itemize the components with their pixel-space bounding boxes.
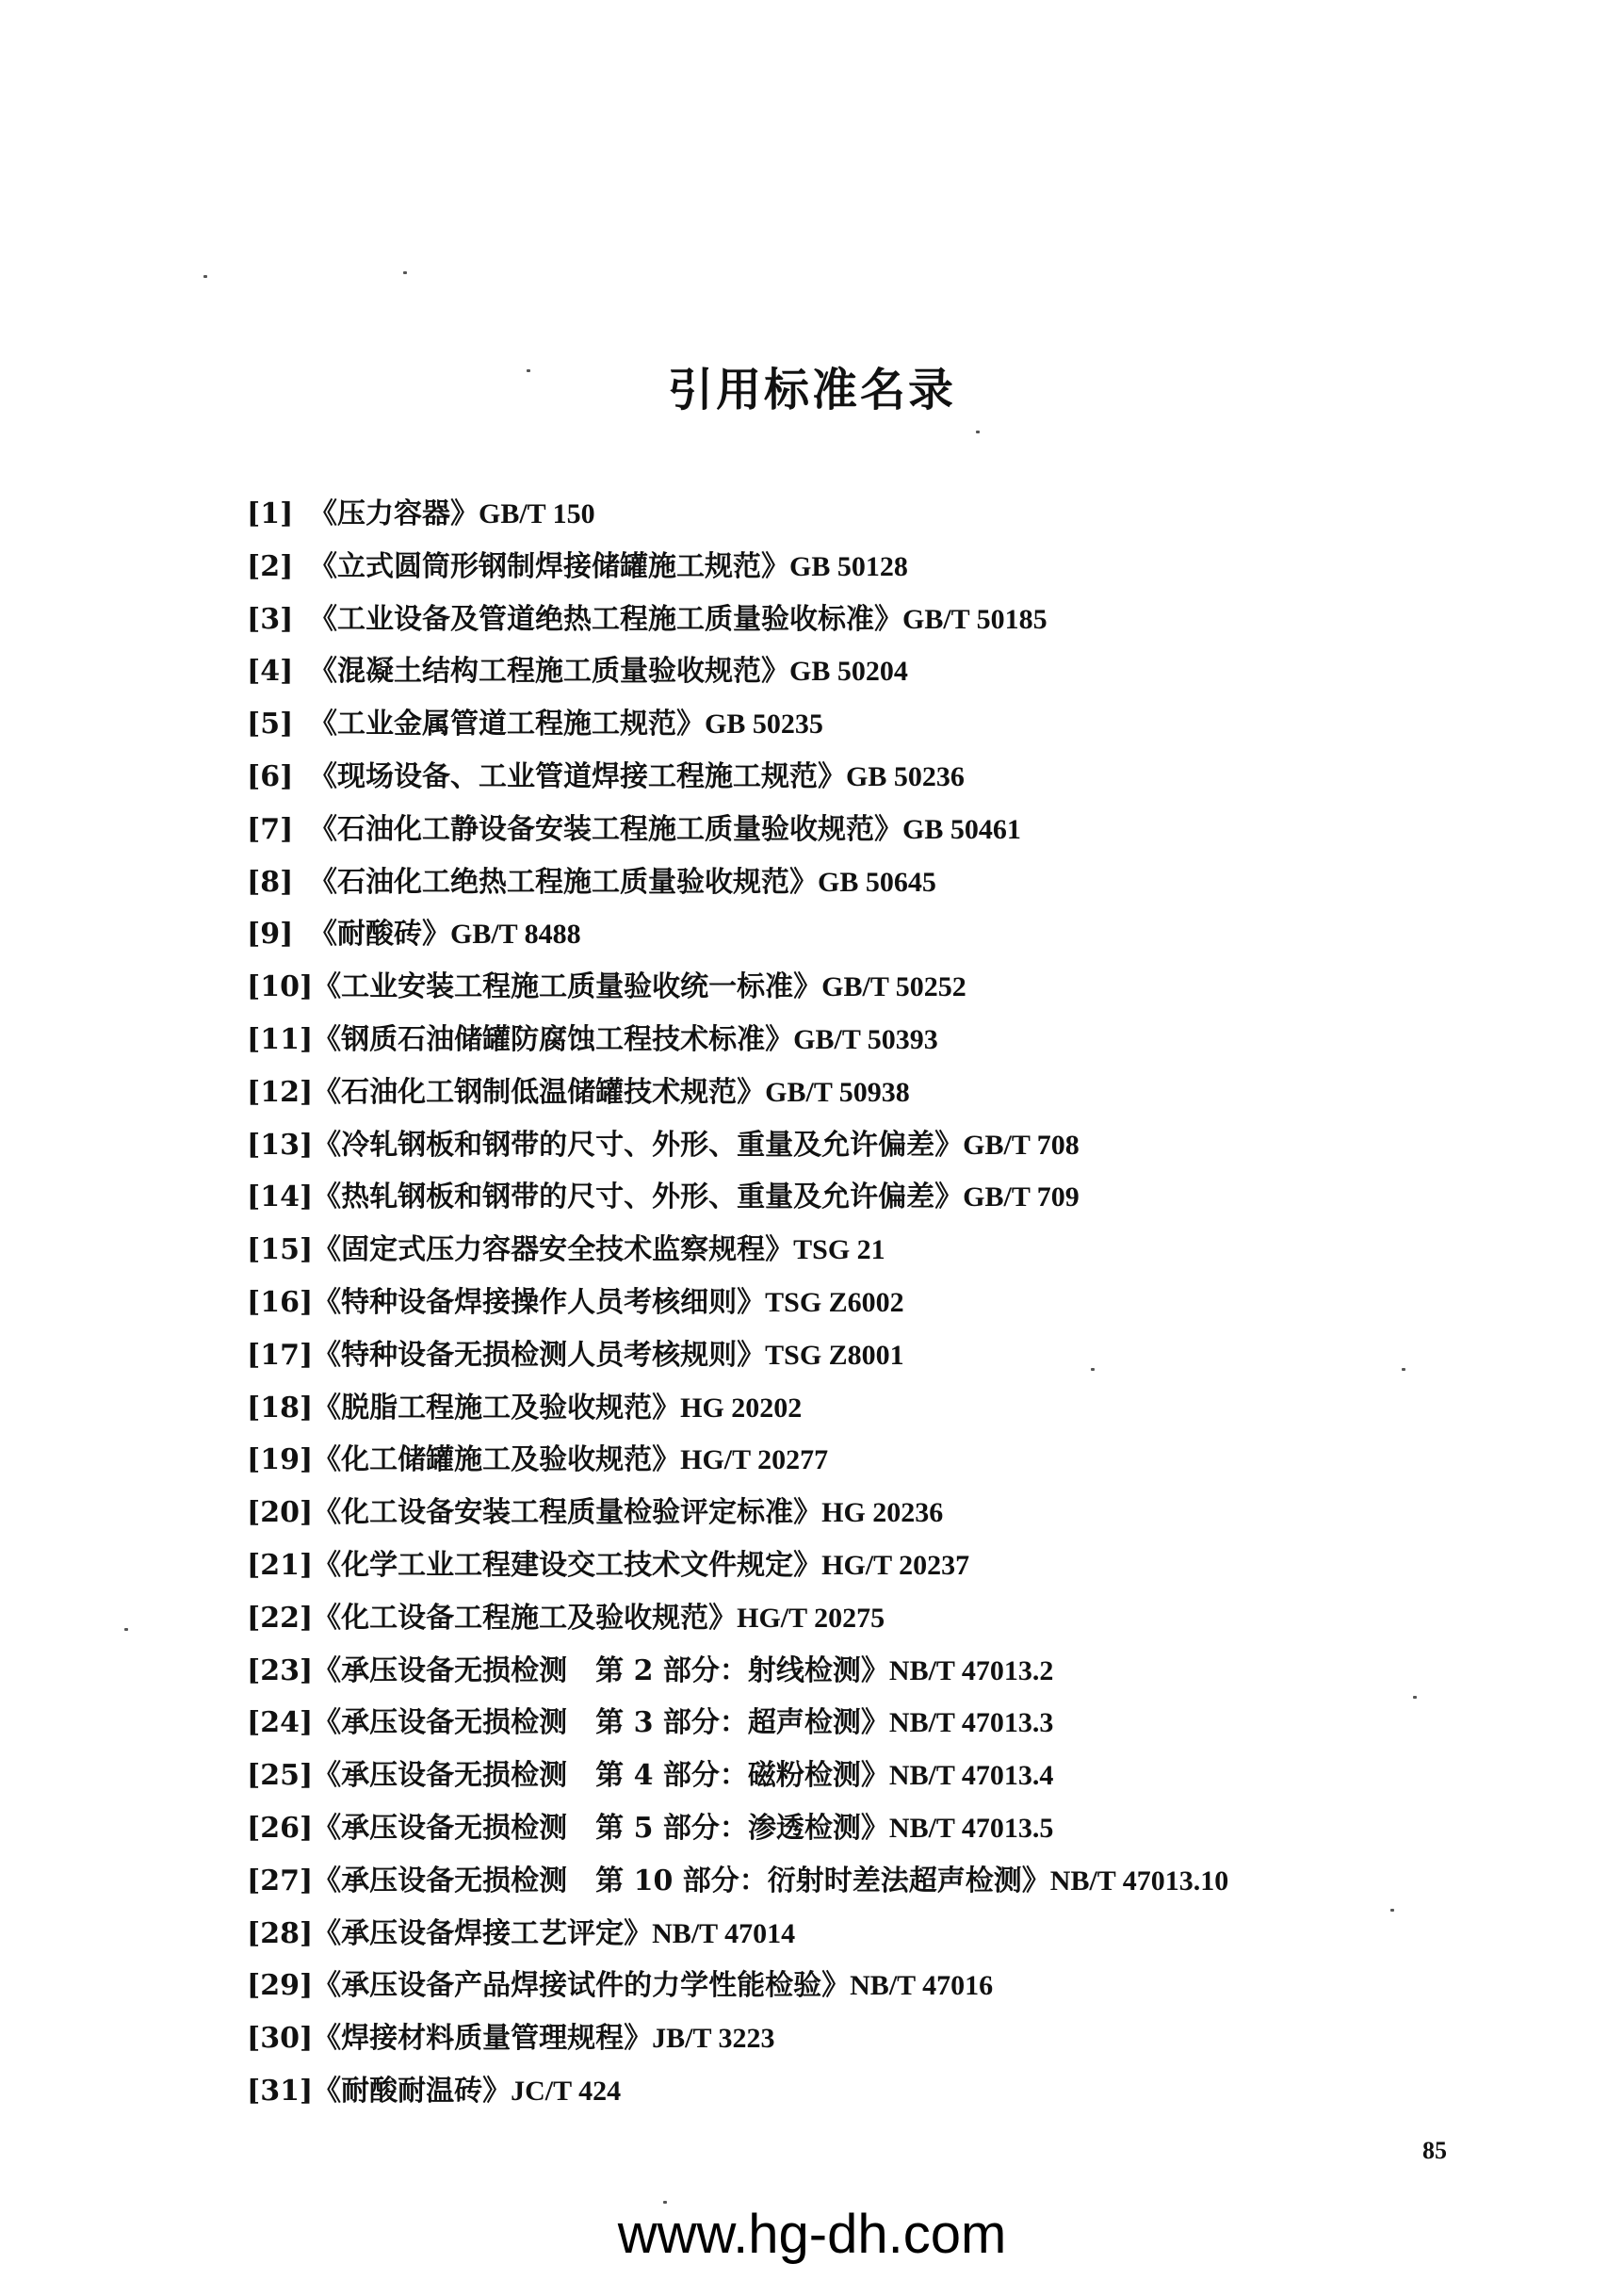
reference-title: 《承压设备无损检测 第 4 部分：磁粉检测》 xyxy=(313,1759,889,1793)
reference-number: [9] xyxy=(247,918,294,952)
reference-item xyxy=(247,804,1228,856)
reference-item xyxy=(247,698,1228,751)
reference-number: [21] xyxy=(247,1548,314,1582)
reference-code: GB 50128 xyxy=(789,550,908,582)
reference-item xyxy=(247,908,1228,961)
reference-number: [25] xyxy=(247,1759,314,1793)
reference-number: [6] xyxy=(247,759,294,793)
reference-code: GB 50236 xyxy=(846,760,965,792)
reference-number: [26] xyxy=(247,1811,314,1845)
reference-number: [24] xyxy=(247,1706,314,1740)
reference-list xyxy=(247,488,1228,2118)
reference-code: NB/T 47013.5 xyxy=(888,1812,1054,1844)
reference-number: [20] xyxy=(247,1496,314,1530)
reference-number: [16] xyxy=(247,1285,314,1319)
reference-item xyxy=(247,1277,1228,1329)
reference-item xyxy=(247,1539,1228,1592)
reference-title: 《特种设备无损检测人员考核规则》 xyxy=(313,1338,766,1372)
reference-title: 《承压设备无损检测 第 5 部分：渗透检测》 xyxy=(313,1811,889,1845)
reference-number: [22] xyxy=(247,1601,314,1635)
reference-code: TSG Z8001 xyxy=(765,1339,904,1371)
reference-title: 《化工设备工程施工及验收规范》 xyxy=(313,1601,738,1635)
reference-item xyxy=(247,645,1228,698)
page-title: 引用标准名录 xyxy=(667,364,956,416)
reference-number: [23] xyxy=(247,1653,314,1687)
reference-title: 《固定式压力容器安全技术监察规程》 xyxy=(313,1233,794,1267)
scan-speck xyxy=(1402,1368,1405,1371)
reference-code: GB 50461 xyxy=(902,813,1021,845)
page-number: 85 xyxy=(1422,2137,1447,2164)
reference-code: JB/T 3223 xyxy=(652,2023,775,2055)
reference-code: NB/T 47013.10 xyxy=(1049,1864,1229,1897)
reference-item xyxy=(247,1645,1228,1698)
reference-title: 《工业安装工程施工质量验收统一标准》 xyxy=(313,970,822,1004)
reference-item xyxy=(247,1697,1228,1750)
reference-title: 《焊接材料质量管理规程》 xyxy=(313,2022,653,2056)
reference-code: GB 50645 xyxy=(818,866,936,898)
reference-title: 《承压设备无损检测 第 10 部分：衍射时差法超声检测》 xyxy=(313,1864,1050,1897)
reference-number: [12] xyxy=(247,1075,314,1109)
reference-title: 《工业金属管道工程施工规范》 xyxy=(309,708,705,741)
scan-speck xyxy=(1413,1696,1417,1699)
reference-item xyxy=(247,1487,1228,1539)
reference-number: [3] xyxy=(247,602,294,636)
scan-speck xyxy=(1091,1368,1095,1371)
reference-item xyxy=(247,1119,1228,1172)
reference-code: JC/T 424 xyxy=(511,2075,622,2107)
reference-number: [11] xyxy=(247,1022,314,1056)
reference-title: 《立式圆筒形钢制焊接储罐施工规范》 xyxy=(309,549,789,583)
reference-code: HG/T 20275 xyxy=(737,1602,885,1634)
reference-item xyxy=(247,1960,1228,2012)
reference-code: GB/T 50938 xyxy=(765,1076,910,1108)
reference-item xyxy=(247,594,1228,646)
reference-number: [1] xyxy=(247,497,294,530)
reference-title: 《压力容器》 xyxy=(309,497,479,530)
reference-code: NB/T 47013.2 xyxy=(888,1654,1054,1686)
reference-title: 《石油化工绝热工程施工质量验收规范》 xyxy=(309,865,818,899)
reference-title: 《混凝土结构工程施工质量验收规范》 xyxy=(309,655,789,689)
reference-number: [19] xyxy=(247,1443,314,1477)
reference-title: 《钢质石油储罐防腐蚀工程技术标准》 xyxy=(313,1022,794,1056)
scan-speck xyxy=(976,431,980,433)
reference-title: 《承压设备产品焊接试件的力学性能检验》 xyxy=(313,1969,851,2003)
reference-code: HG 20236 xyxy=(821,1497,944,1529)
reference-code: GB/T 50252 xyxy=(821,971,966,1003)
reference-title: 《特种设备焊接操作人员考核细则》 xyxy=(313,1285,766,1319)
reference-code: NB/T 47013.3 xyxy=(888,1707,1054,1739)
reference-code: GB 50204 xyxy=(789,656,908,688)
reference-item xyxy=(247,1382,1228,1435)
reference-number: [5] xyxy=(247,708,294,741)
scan-speck xyxy=(527,369,530,372)
reference-item xyxy=(247,1171,1228,1224)
reference-code: HG/T 20277 xyxy=(680,1444,829,1476)
reference-item xyxy=(247,488,1228,541)
reference-code: GB/T 8488 xyxy=(450,919,581,951)
reference-number: [31] xyxy=(247,2074,314,2108)
reference-code: HG 20202 xyxy=(680,1392,803,1424)
scan-speck xyxy=(1390,1909,1394,1912)
reference-code: NB/T 47013.4 xyxy=(888,1760,1054,1792)
reference-number: [28] xyxy=(247,1916,314,1950)
reference-number: [14] xyxy=(247,1181,314,1214)
reference-code: GB 50235 xyxy=(705,708,823,741)
reference-code: GB/T 709 xyxy=(963,1181,1080,1213)
scan-speck xyxy=(663,2201,667,2204)
reference-code: NB/T 47016 xyxy=(850,1970,994,2002)
reference-number: [18] xyxy=(247,1391,314,1425)
watermark-url: www.hg-dh.com xyxy=(617,2204,1007,2265)
reference-number: [4] xyxy=(247,655,294,689)
reference-title: 《脱脂工程施工及验收规范》 xyxy=(313,1391,681,1425)
reference-number: [10] xyxy=(247,970,314,1004)
reference-number: [29] xyxy=(247,1969,314,2003)
reference-code: NB/T 47014 xyxy=(652,1917,796,1949)
reference-item xyxy=(247,1224,1228,1277)
reference-item xyxy=(247,751,1228,804)
reference-code: GB/T 50185 xyxy=(902,603,1047,635)
reference-code: GB/T 150 xyxy=(479,498,595,529)
reference-title: 《化学工业工程建设交工技术文件规定》 xyxy=(313,1548,822,1582)
reference-number: [17] xyxy=(247,1338,314,1372)
reference-item xyxy=(247,961,1228,1014)
reference-item xyxy=(247,1067,1228,1119)
reference-number: [13] xyxy=(247,1128,314,1162)
reference-number: [7] xyxy=(247,812,294,846)
reference-item xyxy=(247,1908,1228,1961)
scan-speck xyxy=(124,1628,128,1631)
reference-code: GB/T 50393 xyxy=(793,1023,938,1055)
reference-title: 《石油化工钢制低温储罐技术规范》 xyxy=(313,1075,766,1109)
reference-title: 《耐酸砖》 xyxy=(309,918,450,952)
reference-title: 《工业设备及管道绝热工程施工质量验收标准》 xyxy=(309,602,902,636)
reference-code: GB/T 708 xyxy=(963,1129,1080,1161)
reference-item xyxy=(247,1592,1228,1645)
reference-code: TSG Z6002 xyxy=(765,1286,904,1318)
reference-item xyxy=(247,1802,1228,1855)
scan-speck xyxy=(403,271,407,274)
reference-item xyxy=(247,1329,1228,1382)
reference-number: [8] xyxy=(247,865,294,899)
reference-code: HG/T 20237 xyxy=(821,1549,970,1581)
reference-item xyxy=(247,856,1228,909)
reference-title: 《承压设备无损检测 第 3 部分：超声检测》 xyxy=(313,1706,889,1740)
reference-number: [30] xyxy=(247,2022,314,2056)
reference-title: 《现场设备、工业管道焊接工程施工规范》 xyxy=(309,759,846,793)
scan-speck xyxy=(203,275,207,278)
reference-number: [27] xyxy=(247,1864,314,1897)
reference-title: 《冷轧钢板和钢带的尺寸、外形、重量及允许偏差》 xyxy=(313,1128,964,1162)
reference-item xyxy=(247,2065,1228,2118)
reference-item xyxy=(247,1855,1228,1908)
reference-title: 《耐酸耐温砖》 xyxy=(313,2074,512,2108)
reference-title: 《热轧钢板和钢带的尺寸、外形、重量及允许偏差》 xyxy=(313,1181,964,1214)
reference-title: 《化工设备安装工程质量检验评定标准》 xyxy=(313,1496,822,1530)
reference-title: 《化工储罐施工及验收规范》 xyxy=(313,1443,681,1477)
reference-item xyxy=(247,1014,1228,1067)
reference-number: [15] xyxy=(247,1233,314,1267)
reference-code: TSG 21 xyxy=(793,1234,885,1266)
reference-item xyxy=(247,1750,1228,1802)
reference-item xyxy=(247,541,1228,594)
reference-title: 《承压设备无损检测 第 2 部分：射线检测》 xyxy=(313,1653,889,1687)
reference-title: 《承压设备焊接工艺评定》 xyxy=(313,1916,653,1950)
reference-item xyxy=(247,2012,1228,2065)
reference-title: 《石油化工静设备安装工程施工质量验收规范》 xyxy=(309,812,902,846)
reference-item xyxy=(247,1434,1228,1487)
reference-number: [2] xyxy=(247,549,294,583)
